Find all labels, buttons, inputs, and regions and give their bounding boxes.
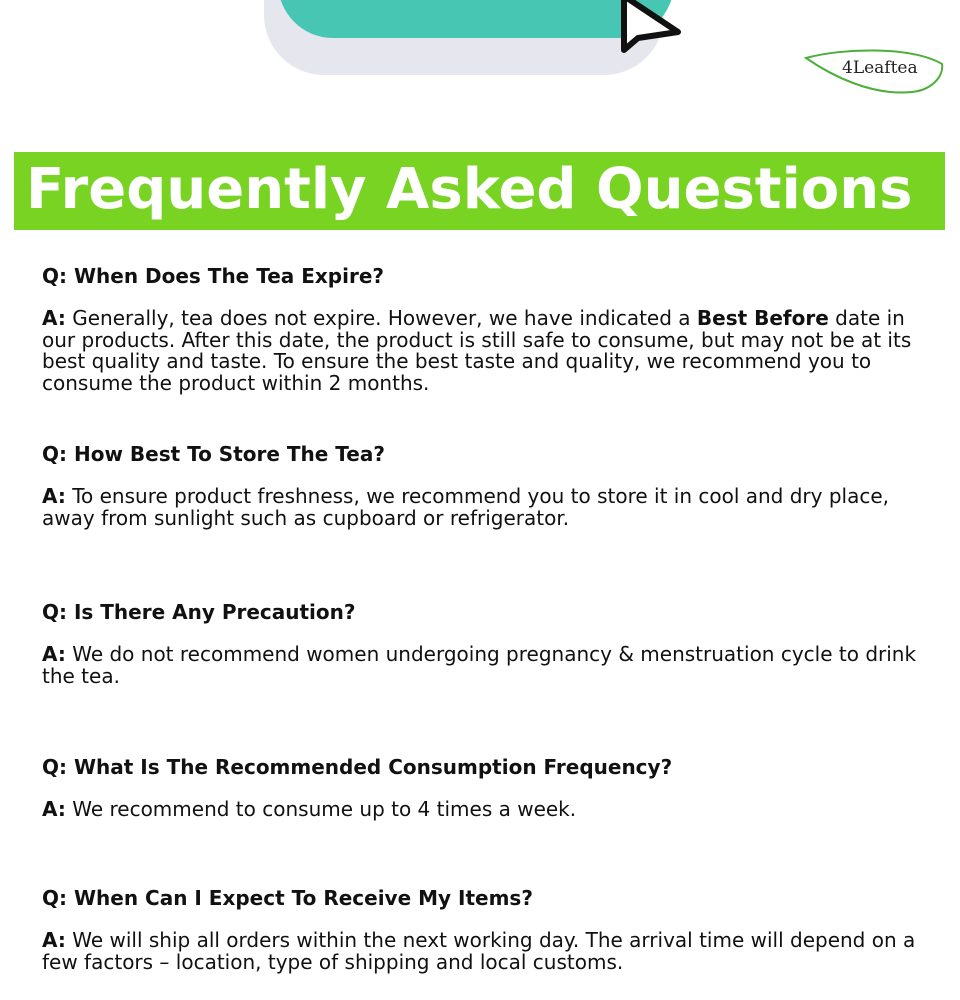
faq-answer [42,486,932,529]
faq-question: Q: When Does The Tea Expire? [42,264,384,288]
answer-text: To ensure product freshness, we recommend you to store it in cool and dry place, away from sunlight such as cupboard or refrigerator. [42,484,890,530]
answer-prefix: A: [42,642,66,666]
faq-item [42,886,932,973]
faq-answer [42,930,932,973]
title-banner [14,152,945,230]
answer-text: We will ship all orders within the next working day. The arrival time will depend on a few factors – location, type of shipping and local customs. [42,928,916,974]
answer-prefix: A: [42,306,66,330]
answer-text-continued: date in our products. After this date, the product is still safe to consume, but may not be at its best quality and taste. To ensure the best taste and quality, we recommend you to consume the product within 2 months. [42,306,912,395]
faq-question: Q: Is There Any Precaution? [42,600,356,624]
faq-item [42,755,932,821]
faq-item [42,600,932,687]
answer-text: We recommend to consume up to 4 times a week. [72,797,577,821]
answer-prefix: A: [42,797,66,821]
faq-question: Q: What Is The Recommended Consumption Frequency? [42,755,673,779]
faq-question: Q: How Best To Store The Tea? [42,442,385,466]
answer-text: We do not recommend women undergoing pregnancy & menstruation cycle to drink the tea. [42,642,917,688]
brand-logo-text: 4Leaftea [842,58,918,78]
mouse-pointer-icon [612,0,688,74]
answer-highlight: Best Before [696,306,829,330]
faq-item [42,264,932,394]
page-title: Frequently Asked Questions [26,157,913,222]
faq-question: Q: When Can I Expect To Receive My Items? [42,886,533,910]
faq-answer [42,799,932,821]
faq-answer [42,308,932,394]
faq-item [42,442,932,529]
answer-prefix: A: [42,928,66,952]
faq-answer [42,644,932,687]
answer-text: Generally, tea does not expire. However, we have indicated a [72,306,691,330]
answer-prefix: A: [42,484,66,508]
